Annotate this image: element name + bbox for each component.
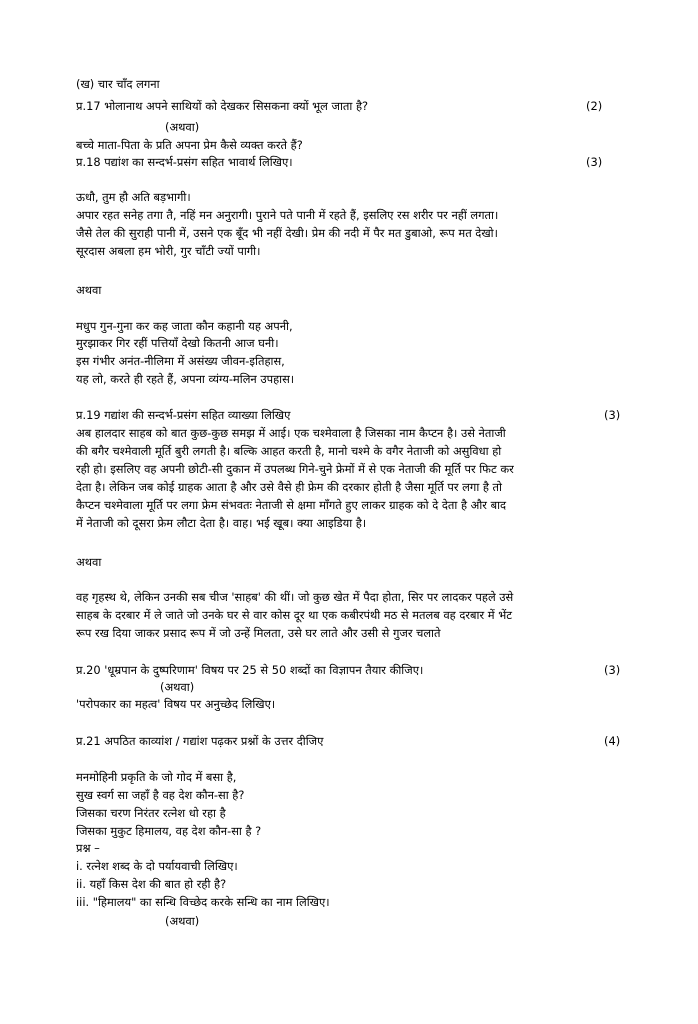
q17-question: प्र.17 भोलानाथ अपने साथियों को देखकर सिसकना क्यों भूल जाता है? xyxy=(76,99,369,113)
q21-or: (अथवा) xyxy=(165,914,200,928)
q18-poem1-line: अपार रहत सनेह तगा तै, नहिं मन अनुरागी। पुराने पते पानी में रहते हैं, इसलिए रस शरीर पर नहीं लगता। xyxy=(76,208,499,222)
q19-passage2-line: रूप रख दिया जाकर प्रसाद रूप में जो उन्हें मिलता, उसे घर लाते और उसी से गुजर चलाते xyxy=(76,626,441,640)
q21-subquestion: iii. "हिमालय" का सन्धि विच्छेद करके सन्धि का नाम लिखिए। xyxy=(76,895,330,909)
q17-alt-question: बच्चे माता-पिता के प्रति अपना प्रेम कैसे व्यक्त करते हैं? xyxy=(76,138,303,152)
q21-subquestion: ii. यहाँ किस देश की बात हो रही है? xyxy=(76,877,227,891)
q20-alt-question: 'परोपकार का महत्व' विषय पर अनुच्छेद लिखिए। xyxy=(76,697,276,711)
q18-poem2-line: इस गंभीर अनंत-नीलिमा में असंख्य जीवन-इतिहास, xyxy=(76,354,285,368)
q20-or: (अथवा) xyxy=(160,680,195,694)
q21-poem-line: जिसका चरण निरंतर रत्नेश धो रहा है xyxy=(76,806,226,820)
q20-question: प्र.20 'धूम्रपान के दुष्परिणाम' विषय पर 25 से 50 शब्दों का विज्ञापन तैयार कीजिए। xyxy=(76,663,424,677)
q18-poem2-line: मधुप गुन-गुना कर कह जाता कौन कहानी यह अपनी, xyxy=(76,319,293,333)
q20-marks: (3) xyxy=(604,663,621,677)
q18-poem1-line: जैसे तेल की सुराही पानी में, उसने एक बूँद भी नहीं देखी। प्रेम की नदी में पैर मत डुबाओ, रूप मत देखो। xyxy=(76,226,498,240)
q19-passage1-line: में नेताजी को दूसरा फ्रेम लौटा देता है। वाह। भई खूब। क्या आइडिया है। xyxy=(76,516,367,530)
q21-poem-line: मनमोहिनी प्रकृति के जो गोद में बसा है, xyxy=(76,770,237,784)
q17-marks: (2) xyxy=(586,99,603,113)
q21-marks: (4) xyxy=(604,734,621,748)
q21-subquestion: i. रत्नेश शब्द के दो पर्यायवाची लिखिए। xyxy=(76,859,238,873)
q18-poem2-line: यह लो, करते ही रहते हैं, अपना व्यंग्य-मलिन उपहास। xyxy=(76,372,295,386)
q21-question: प्र.21 अपठित काव्यांश / गद्यांश पढ़कर प्रश्नों के उत्तर दीजिए xyxy=(76,734,324,748)
q18-or: अथवा xyxy=(76,283,102,297)
q19-marks: (3) xyxy=(604,408,621,422)
q18-poem2-line: मुरझाकर गिर रहीं पत्तियाँ देखो कितनी आज घनी। xyxy=(76,336,279,350)
q18-question: प्र.18 पद्यांश का सन्दर्भ-प्रसंग सहित भावार्थ लिखिए। xyxy=(76,155,293,169)
q19-passage2-line: साहब के दरबार में ले जाते जो उनके घर से वार कोस दूर था एक कबीरपंथी मठ से मतलब वह दरबार में भेंट xyxy=(76,608,512,622)
q21-poem-line: सुख स्वर्ग सा जहाँ है वह देश कौन-सा है? xyxy=(76,788,245,802)
q19-question: प्र.19 गद्यांश की सन्दर्भ-प्रसंग सहित व्याख्या लिखिए xyxy=(76,408,291,422)
q16-option-b: (ख) चार चाँद लगना xyxy=(76,77,160,91)
q19-passage1-line: कैप्टन चश्मेवाला मूर्ति पर लगा फ्रेम संभवतः नेताजी से क्षमा माँगते हुए लाकर ग्राहक को दे देता है और बाद xyxy=(76,498,507,512)
q17-or: (अथवा) xyxy=(165,120,200,134)
q19-passage1-line: रही हो। इसलिए वह अपनी छोटी-सी दुकान में उपलब्ध गिने-चुने फ्रेमों में से एक नेताजी की मूर्ति पर फिट कर xyxy=(76,462,514,476)
q19-or: अथवा xyxy=(76,555,102,569)
q18-poem1-line: ऊधौ, तुम हौ अति बड़भागी। xyxy=(76,190,191,204)
q19-passage1-line: अब हालदार साहब को बात कुछ-कुछ समझ में आई। एक चश्मेवाला है जिसका नाम कैप्टन है। उसे नेताजी xyxy=(76,426,506,440)
q21-poem-line: जिसका मुकुट हिमालय, वह देश कौन-सा है ? xyxy=(76,824,262,838)
q18-poem1-line: सूरदास अबला हम भोरी, गुर चाँटी ज्यों पागी। xyxy=(76,244,261,258)
q19-passage1-line: देता है। लेकिन जब कोई ग्राहक आता है और उसे वैसे ही फ्रेम की दरकार होती है जैसा मूर्ति पर लगा है तो xyxy=(76,480,503,494)
q19-passage2-line: वह गृहस्थ थे, लेकिन उनकी सब चीज 'साहब' की थीं। जो कुछ खेत में पैदा होता, सिर पर लादकर पहले उसे xyxy=(76,590,514,604)
q19-passage1-line: की बगैर चश्मेवाली मूर्ति बुरी लगती है। बल्कि आहत करती है, मानो चश्मे के वगैर नेताजी को असुविधा हो xyxy=(76,444,502,458)
q21-question-label: प्रश्न – xyxy=(76,841,100,855)
q18-marks: (3) xyxy=(586,155,603,169)
